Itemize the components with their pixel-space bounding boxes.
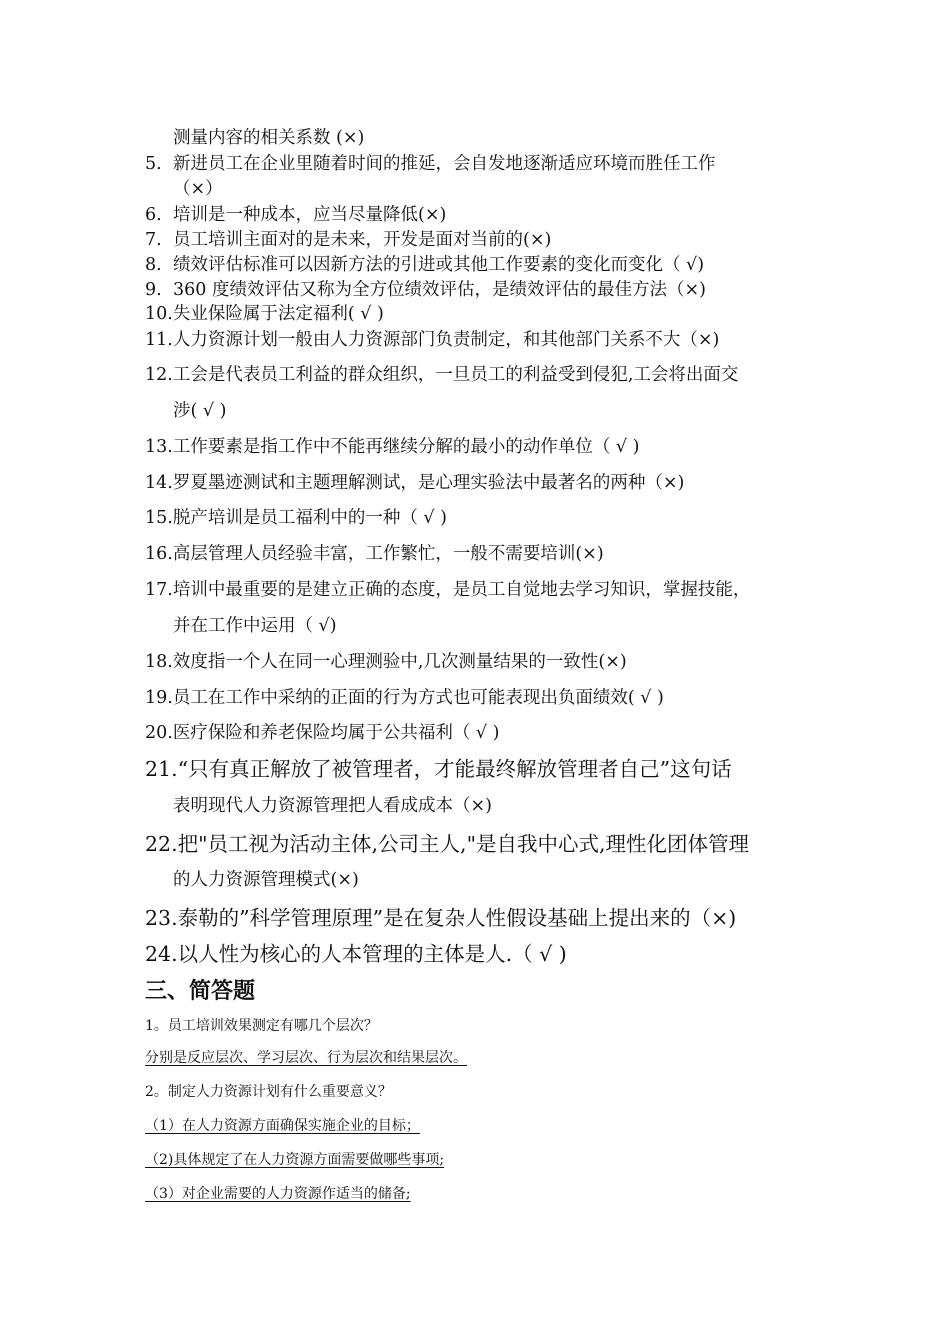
item-number: 17. — [145, 580, 173, 600]
item-8 — [145, 251, 704, 276]
item-24 — [145, 937, 567, 967]
question-1: 1。员工培训效果测定有哪几个层次？ — [145, 1018, 378, 1034]
item-17-continuation: 并在工作中运用（ √) — [173, 616, 337, 636]
item-11 — [145, 326, 719, 351]
item-text: 工会是代表员工利益的群众组织，一旦员工的利益受到侵犯,工会将出面交 — [172, 365, 739, 385]
item-20 — [145, 719, 499, 744]
item-number: 9. — [145, 280, 162, 300]
item-text: 培训中最重要的是建立正确的态度，是员工自觉地去学习知识，掌握技能， — [172, 580, 751, 600]
item-6 — [145, 201, 446, 226]
item-number: 19. — [145, 688, 173, 708]
item-text: 360 度绩效评估又称为全方位绩效评估，是绩效评估的最佳方法（×) — [173, 280, 706, 300]
answer-1: 分别是反应层次、学习层次、行为层次和结果层次。 — [145, 1050, 467, 1066]
item-text: 员工培训主面对的是未来，开发是面对当前的(×) — [173, 230, 552, 250]
item-10 — [145, 300, 384, 325]
item-text: 培训是一种成本，应当尽量降低(×) — [173, 205, 447, 225]
item-number: 23. — [145, 906, 178, 930]
item-number: 21. — [145, 757, 178, 781]
item-15 — [145, 504, 447, 529]
item-23 — [145, 901, 736, 931]
item-number: 22. — [145, 832, 178, 856]
item-text: 工作要素是指工作中不能再继续分解的最小的动作单位（ √ ) — [172, 437, 640, 457]
item-text: 以人性为核心的人本管理的主体是人.（ √ ) — [177, 942, 567, 966]
item-number: 24. — [145, 942, 178, 966]
item-18 — [145, 648, 627, 673]
answer-2-3: （3）对企业需要的人力资源作适当的储备; — [145, 1186, 411, 1202]
item-21 — [145, 752, 732, 782]
item-number: 11. — [145, 330, 173, 350]
item-16 — [145, 540, 604, 565]
answer-2-1: （1）在人力资源方面确保实施企业的目标； — [145, 1118, 420, 1134]
item-number: 14. — [145, 473, 173, 493]
item-text: 效度指一个人在同一心理测验中,几次测量结果的一致性(×) — [172, 652, 627, 672]
item-13 — [145, 433, 639, 458]
item-text: 泰勒的”科学管理原理”是在复杂人性假设基础上提出来的（×) — [177, 906, 737, 930]
item-number: 12. — [145, 365, 173, 385]
item-9 — [145, 276, 706, 301]
item-21-continuation: 表明现代人力资源管理把人看成成本（×) — [173, 796, 492, 816]
item-5 — [145, 150, 716, 175]
item-text: 罗夏墨迹测试和主题理解测试，是心理实验法中最著名的两种（×) — [172, 473, 685, 493]
item-7 — [145, 226, 551, 251]
item-text: 医疗保险和养老保险均属于公共福利（ √ ) — [172, 723, 500, 743]
item-4-continuation: 测量内容的相关系数 (×) — [173, 128, 365, 148]
item-number: 16. — [145, 544, 173, 564]
item-text: 脱产培训是员工福利中的一种（ √ ) — [172, 508, 447, 528]
item-text: “只有真正解放了被管理者，才能最终解放管理者自己”这句话 — [177, 757, 732, 781]
item-text: 绩效评估标准可以因新方法的引进或其他工作要素的变化而变化（ √) — [173, 255, 705, 275]
question-2: 2。制定人力资源计划有什么重要意义？ — [145, 1084, 392, 1100]
item-5-continuation: （×） — [173, 179, 223, 199]
item-number: 13. — [145, 437, 173, 457]
item-text: 人力资源计划一般由人力资源部门负责制定，和其他部门关系不大（×) — [172, 330, 720, 350]
item-12-continuation: 涉( √ ) — [173, 401, 227, 421]
section-title: 三、简答题 — [145, 979, 256, 1004]
item-number: 18. — [145, 652, 173, 672]
item-14 — [145, 469, 684, 494]
item-12 — [145, 361, 738, 386]
item-number: 8. — [145, 255, 162, 275]
item-number: 5. — [145, 154, 162, 174]
item-number: 6. — [145, 205, 162, 225]
item-22-continuation: 的人力资源管理模式(×) — [173, 870, 359, 890]
item-number: 10. — [145, 304, 173, 324]
item-19 — [145, 684, 664, 709]
item-text: 高层管理人员经验丰富，工作繁忙，一般不需要培训(×) — [172, 544, 604, 564]
item-number: 7. — [145, 230, 162, 250]
item-text: 新进员工在企业里随着时间的推延，会自发地逐渐适应环境而胜任工作 — [173, 154, 716, 174]
item-number: 15. — [145, 508, 173, 528]
item-22 — [145, 827, 749, 857]
item-text: 员工在工作中采纳的正面的行为方式也可能表现出负面绩效( √ ) — [172, 688, 664, 708]
item-text: 失业保险属于法定福利( √ ) — [172, 304, 384, 324]
item-17 — [145, 576, 750, 601]
answer-2-2: （2)具体规定了在人力资源方面需要做哪些事项; — [145, 1152, 445, 1168]
item-text: 把"员工视为活动主体,公司主人,"是自我中心式,理性化团体管理 — [177, 832, 750, 856]
item-number: 20. — [145, 723, 173, 743]
